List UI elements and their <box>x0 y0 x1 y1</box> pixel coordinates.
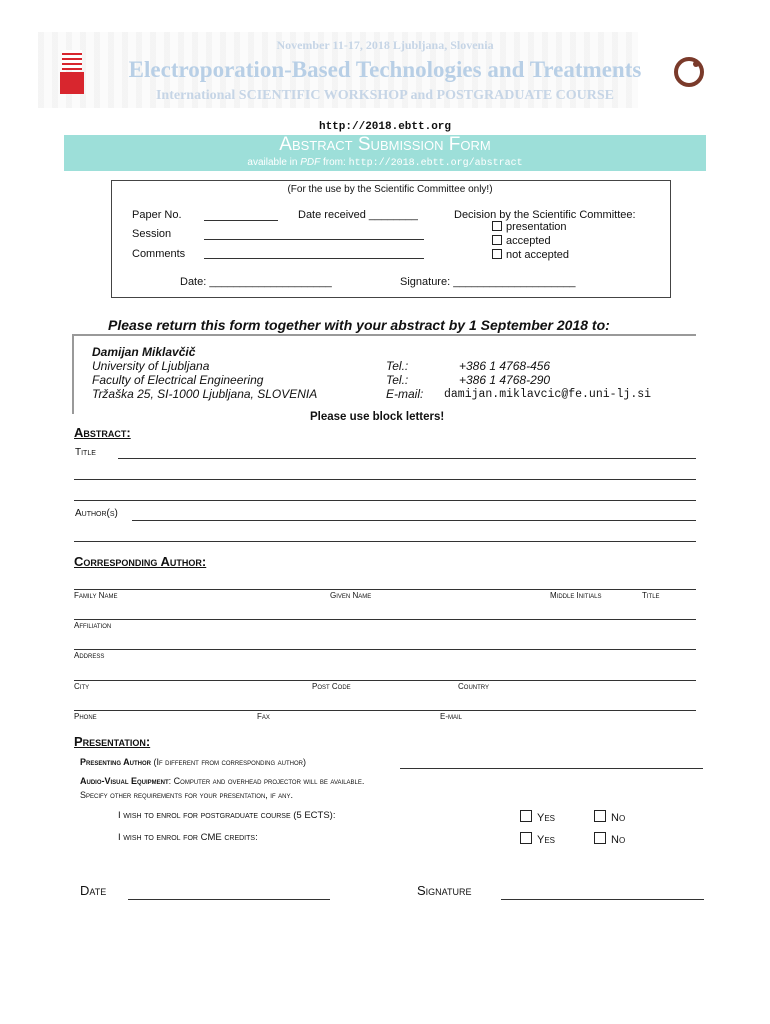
committee-note: (For the use by the Scientific Committee only!) <box>287 184 493 195</box>
ebtt-logo-icon <box>672 55 708 89</box>
header-url[interactable]: http://2018.ebtt.org <box>318 121 452 133</box>
authors-field[interactable] <box>132 520 696 521</box>
comments-label: Comments <box>132 248 186 260</box>
decision-option-accepted[interactable]: accepted <box>492 235 551 247</box>
enrol-course-label: I wish to enrol for postgraduate course (5 ECTS): <box>118 810 336 821</box>
checkbox-icon <box>520 810 532 822</box>
header-dates: November 11-17, 2018 Ljubljana, Slovenia <box>276 38 494 52</box>
presenting-author-label: Presenting Author (If different from corresponding author) <box>80 757 307 767</box>
email-label: E-mail: <box>386 387 424 401</box>
return-notice: Please return this form together with your abstract by 1 September 2018 to: <box>108 317 610 333</box>
checkbox-icon <box>520 832 532 844</box>
block-letters-note: Please use block letters! <box>310 411 445 423</box>
session-label: Session <box>132 228 172 240</box>
tel-value-2: +386 1 4768-290 <box>459 373 551 387</box>
checkbox-icon <box>594 832 606 844</box>
course-yes-option[interactable]: Yes <box>520 810 555 824</box>
address-label: Address <box>74 651 105 660</box>
contact-org2: Faculty of Electrical Engineering <box>92 373 264 387</box>
presenting-author-field[interactable] <box>400 768 703 769</box>
date-label: Date <box>80 883 107 898</box>
email-field-label: E-mail <box>440 712 463 721</box>
pdf-availability: available in PDF from: http://2018.ebtt.org/abstract <box>247 157 523 169</box>
header-subtitle: International SCIENTIFIC WORKSHOP and POSTGRADUATE COURSE <box>155 88 615 103</box>
title-label: Title <box>75 447 96 458</box>
abstract-url[interactable]: http://2018.ebtt.org/abstract <box>348 158 523 169</box>
affiliation-label: Affiliation <box>74 621 112 630</box>
decision-option-presentation[interactable]: presentation <box>492 221 567 233</box>
author-title-label: Title <box>642 591 660 600</box>
cme-no-option[interactable]: No <box>594 832 625 846</box>
city-label: City <box>74 682 90 691</box>
name-field[interactable] <box>74 589 696 590</box>
comments-field[interactable] <box>204 258 424 259</box>
phone-label: Phone <box>74 712 97 721</box>
title-field-line-2[interactable] <box>74 479 696 480</box>
paper-no-field[interactable] <box>204 220 278 221</box>
header-title: Electroporation-Based Technologies and Treatments <box>128 57 642 82</box>
tel-label-2: Tel.: <box>386 373 409 387</box>
fax-label: Fax <box>257 712 270 721</box>
tel-value-1: +386 1 4768-456 <box>459 359 551 373</box>
checkbox-icon <box>594 810 606 822</box>
contact-name: Damijan Miklavčič <box>92 345 196 359</box>
signature-field[interactable] <box>501 899 704 900</box>
presentation-heading: Presentation: <box>74 734 151 749</box>
phone-field[interactable] <box>74 710 696 711</box>
family-name-label: Family Name <box>74 591 118 600</box>
notice-rule-top <box>72 334 696 336</box>
abstract-heading: Abstract: <box>74 425 131 440</box>
affiliation-field[interactable] <box>74 619 696 620</box>
title-field-line-3[interactable] <box>74 500 696 501</box>
middle-initials-label: Middle Initials <box>550 591 602 600</box>
date-field[interactable] <box>128 899 330 900</box>
decision-option-not-accepted[interactable]: not accepted <box>492 249 569 261</box>
email-value[interactable]: damijan.miklavcic@fe.uni-lj.si <box>444 388 652 401</box>
notice-rule-left <box>72 336 74 414</box>
cme-yes-option[interactable]: Yes <box>520 832 555 846</box>
authors-field-line-2[interactable] <box>74 541 696 542</box>
course-no-option[interactable]: No <box>594 810 625 824</box>
address-field[interactable] <box>74 649 696 650</box>
title-field[interactable] <box>118 458 696 459</box>
session-field[interactable] <box>204 239 424 240</box>
checkbox-icon <box>492 221 502 231</box>
city-field[interactable] <box>74 680 696 681</box>
contact-address: Tržaška 25, SI-1000 Ljubljana, SLOVENIA <box>92 387 318 401</box>
committee-signature: Signature: ____________________ <box>400 276 576 288</box>
corresponding-heading: Corresponding Author: <box>74 554 207 569</box>
signature-label: Signature <box>417 883 472 898</box>
av-equipment-label: Audio-Visual Equipment: Computer and overhead projector will be available. <box>80 776 365 786</box>
country-label: Country <box>458 682 490 691</box>
form-title: Abstract Submission Form <box>279 134 491 155</box>
authors-label: Author(s) <box>75 508 118 519</box>
enrol-cme-label: I wish to enrol for CME credits: <box>118 832 258 843</box>
paper-no-label: Paper No. <box>132 209 182 221</box>
date-received-label: Date received ________ <box>298 209 418 221</box>
av-requirements-label: Specify other requirements for your presentation, if any. <box>80 790 293 800</box>
committee-date: Date: ____________________ <box>180 276 332 288</box>
contact-org1: University of Ljubljana <box>92 359 210 373</box>
decision-label: Decision by the Scientific Committee: <box>454 209 636 221</box>
checkbox-icon <box>492 249 502 259</box>
tel-label-1: Tel.: <box>386 359 409 373</box>
checkbox-icon <box>492 235 502 245</box>
given-name-label: Given Name <box>330 591 372 600</box>
post-code-label: Post Code <box>312 682 351 691</box>
